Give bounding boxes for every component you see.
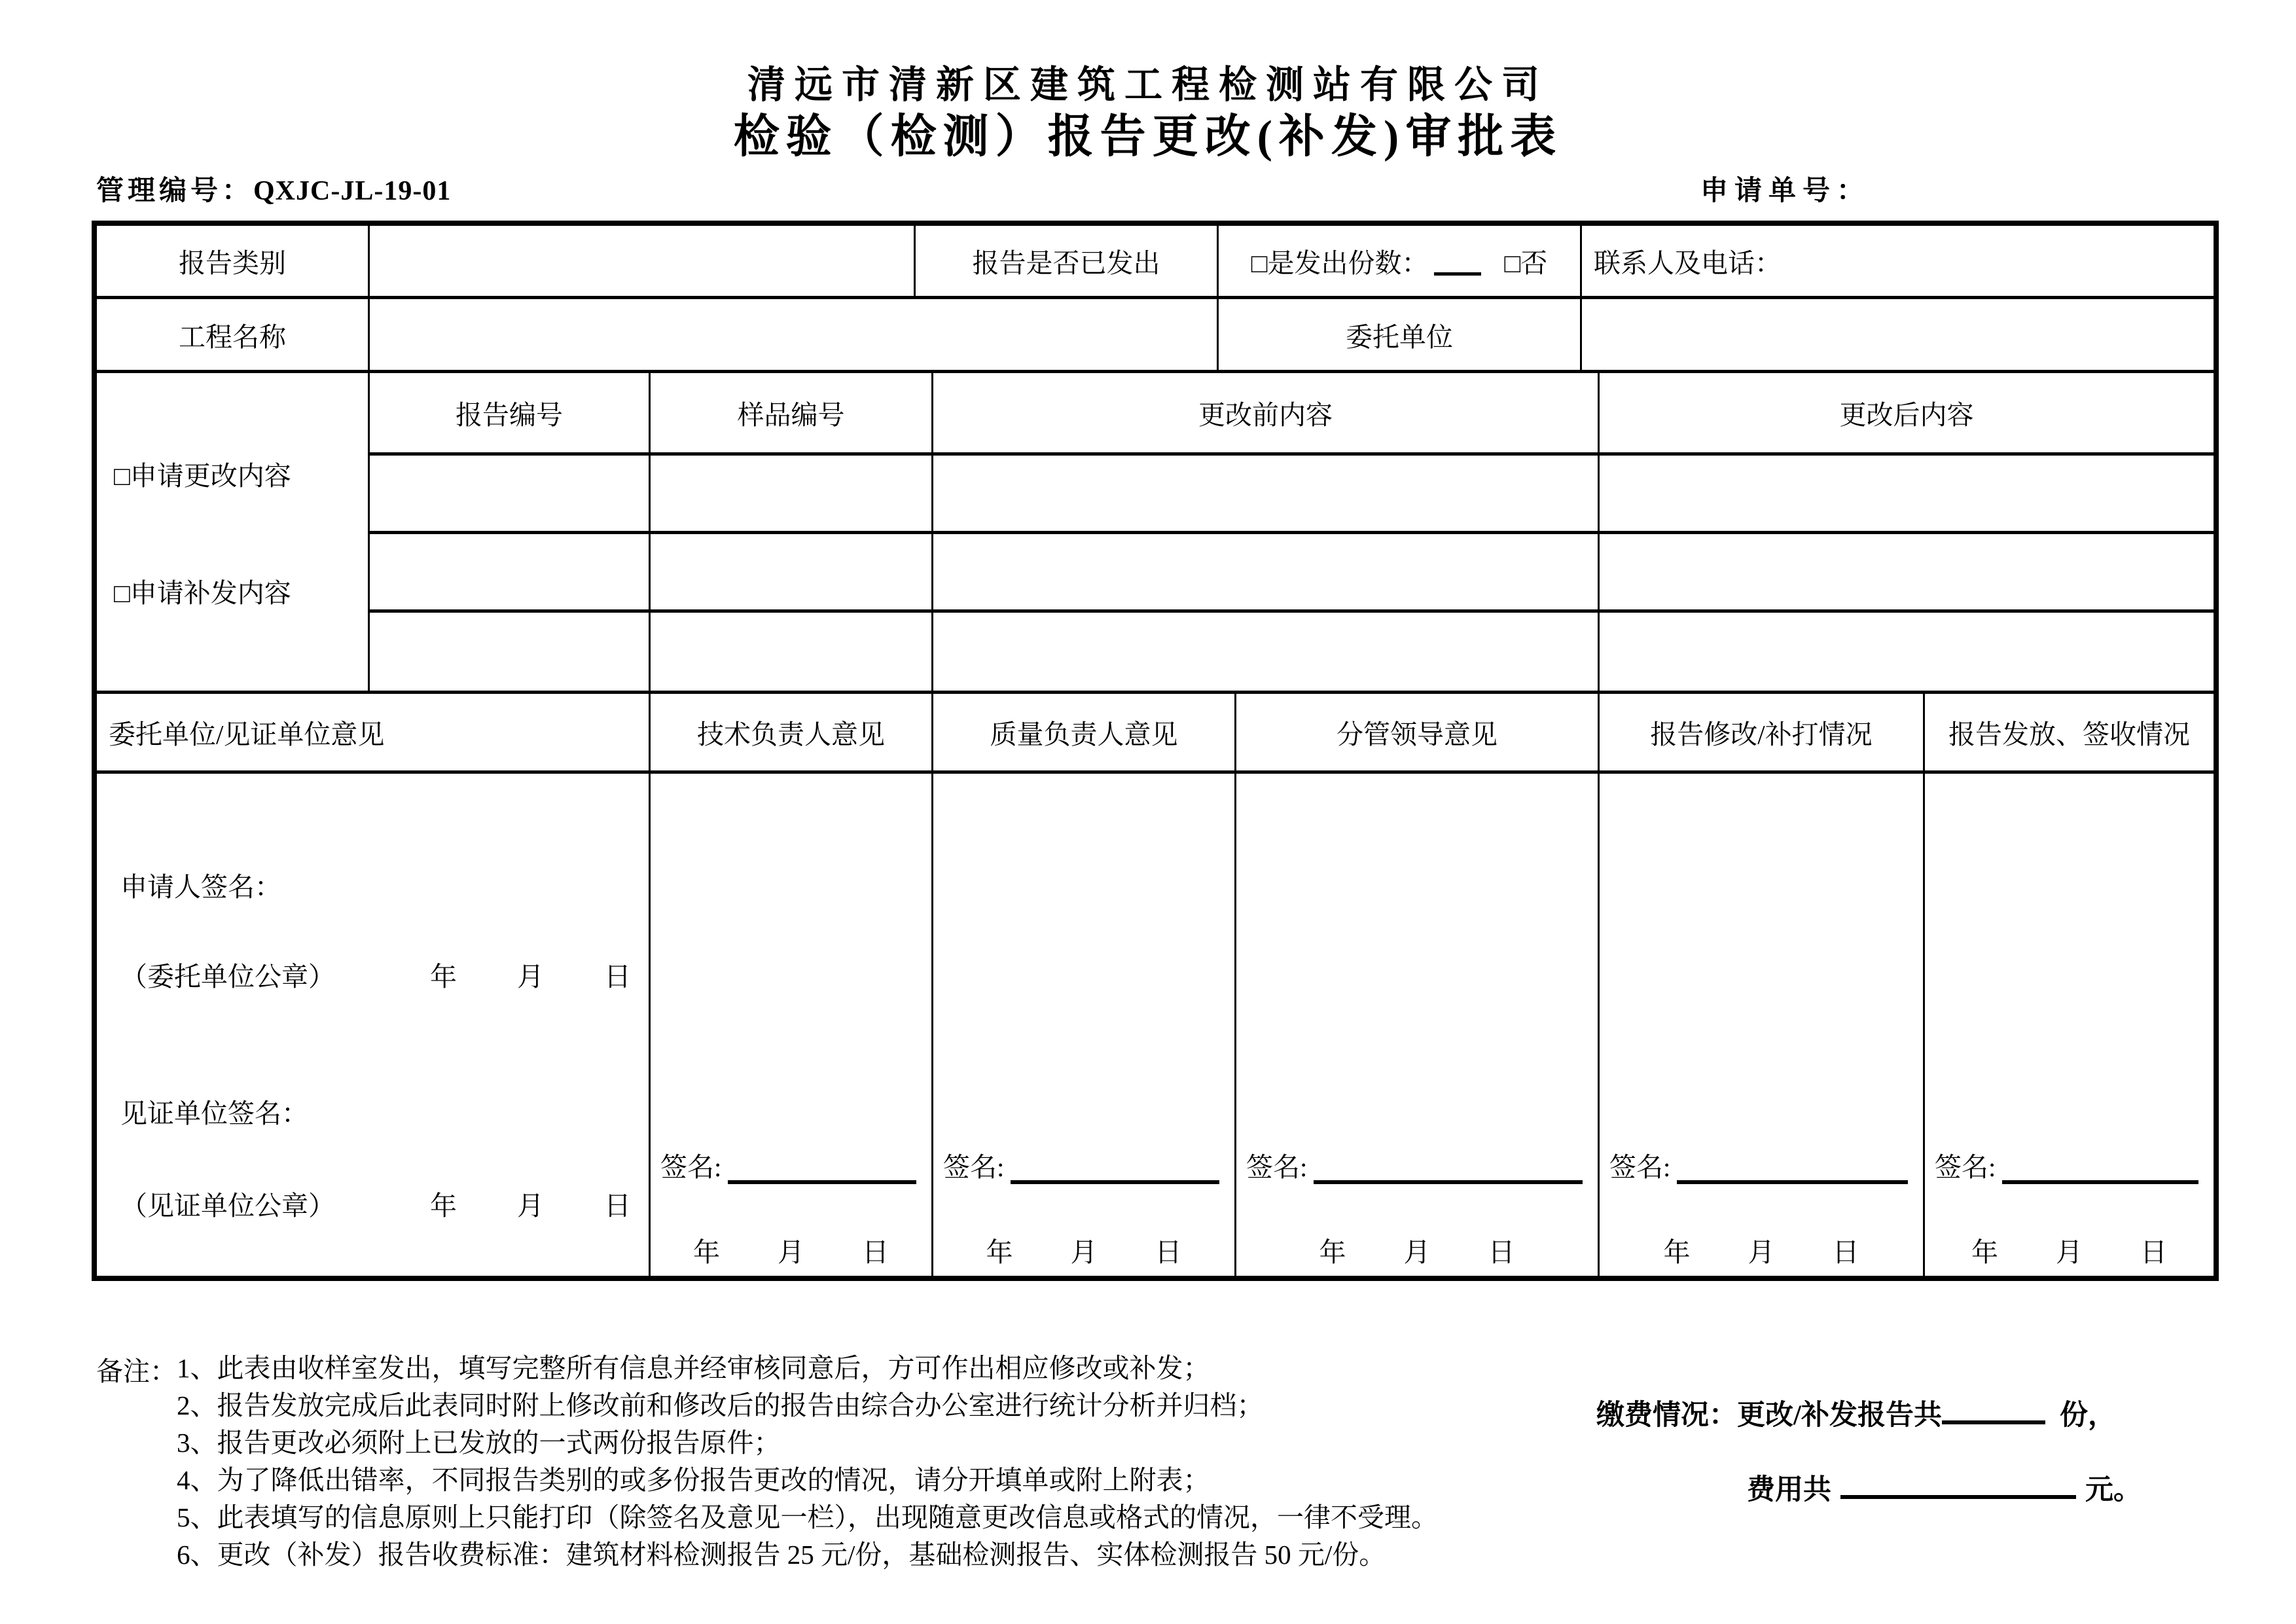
day-label: 日 — [2140, 1237, 2167, 1267]
month-label: 月 — [517, 962, 544, 992]
notes-label: 备注： — [96, 1356, 177, 1386]
signature-line — [1246, 1146, 1588, 1184]
content-after-cell[interactable] — [1600, 534, 2214, 609]
witness-seal-line — [120, 1184, 631, 1223]
client-witness-opinion-header: 委托单位/见证单位意见 — [97, 694, 651, 770]
date-line — [651, 1231, 931, 1269]
note-item-6: 6、更改（补发）报告收费标准：建筑材料检测报告 25 元/份，基础检测报告、实体检测报告 50 元/份。 — [177, 1540, 1386, 1570]
notes-section — [96, 1350, 1615, 1574]
sign-label: 签名: — [1246, 1152, 1308, 1182]
year-label: 年 — [430, 962, 457, 992]
signature-fill-line[interactable] — [1677, 1153, 1908, 1184]
report-issued-options-cell — [1219, 226, 1582, 296]
sign-label: 签名: — [660, 1152, 722, 1182]
report-category-value-cell[interactable] — [370, 226, 916, 296]
management-number-label: 管理编号： — [96, 176, 254, 206]
month-label: 月 — [2056, 1237, 2083, 1267]
report-number-header: 报告编号 — [370, 373, 651, 452]
payment-copies-suffix: 份， — [2059, 1400, 2116, 1431]
signature-fill-line[interactable] — [2002, 1153, 2198, 1184]
client-witness-signature-cell[interactable] — [97, 774, 651, 1276]
technical-lead-opinion-header: 技术负责人意见 — [651, 694, 933, 770]
signature-line — [660, 1146, 922, 1184]
payment-fee-label: 费用共 — [1747, 1475, 1831, 1506]
change-section-grid — [370, 373, 2214, 691]
month-label: 月 — [1070, 1237, 1098, 1267]
signature-row — [97, 774, 2214, 1276]
content-after-cell[interactable] — [1600, 613, 2214, 691]
report-modify-reprint-header: 报告修改/补打情况 — [1600, 694, 1925, 770]
meta-row — [0, 169, 2296, 206]
row-project-name — [97, 299, 2214, 373]
content-after-cell[interactable] — [1600, 456, 2214, 531]
sample-number-cell[interactable] — [651, 534, 933, 609]
report-modify-signature-cell[interactable] — [1600, 774, 1925, 1276]
change-section-type-cell — [97, 373, 370, 691]
day-label: 日 — [604, 1191, 631, 1221]
date-line — [933, 1231, 1234, 1269]
change-header-row — [370, 373, 2214, 456]
opinion-header-row — [97, 694, 2214, 774]
content-after-header: 更改后内容 — [1839, 400, 1974, 430]
report-category-label: 报告类别 — [97, 226, 370, 296]
date-line — [1925, 1231, 2214, 1269]
note-item-4: 4、为了降低出错率，不同报告类别的或多份报告更改的情况，请分开填单或附上附表； — [177, 1465, 1210, 1495]
month-label: 月 — [517, 1191, 544, 1221]
technical-lead-signature-cell[interactable] — [651, 774, 933, 1276]
quality-lead-opinion-header: 质量负责人意见 — [933, 694, 1236, 770]
sign-label: 签名: — [1609, 1152, 1671, 1182]
day-label: 日 — [1832, 1237, 1859, 1267]
year-label: 年 — [986, 1237, 1013, 1267]
company-title: 清远市清新区建筑工程检测站有限公司 — [747, 63, 1549, 106]
signature-fill-line[interactable] — [728, 1153, 916, 1184]
day-label: 日 — [1488, 1237, 1515, 1267]
sample-number-cell[interactable] — [651, 613, 933, 691]
application-number-label: 申请单号： — [1700, 176, 1871, 206]
year-label: 年 — [1319, 1237, 1346, 1267]
signature-fill-line[interactable] — [1011, 1153, 1219, 1184]
note-item-2: 2、报告发放完成后此表同时附上修改前和修改后的报告由综合办公室进行统计分析并归档； — [177, 1390, 1264, 1420]
content-before-cell[interactable] — [933, 534, 1600, 609]
report-issued-label: 报告是否已发出 — [916, 226, 1219, 296]
report-issue-signature-cell[interactable] — [1925, 774, 2214, 1276]
change-data-row — [370, 534, 2214, 613]
payment-fee-suffix: 元。 — [2085, 1475, 2142, 1506]
change-data-row — [370, 456, 2214, 534]
sample-number-header: 样品编号 — [651, 373, 933, 452]
contact-label: 联系人及电话： — [1594, 248, 1782, 278]
client-value-cell[interactable] — [1582, 299, 2214, 370]
quality-lead-signature-cell[interactable] — [933, 774, 1236, 1276]
management-number — [96, 169, 451, 208]
payment-status-line — [1596, 1393, 2116, 1433]
content-before-cell[interactable] — [933, 456, 1600, 531]
year-label: 年 — [693, 1237, 720, 1267]
signature-line — [943, 1146, 1225, 1184]
project-name-label: 工程名称 — [97, 299, 370, 370]
day-label: 日 — [1155, 1237, 1182, 1267]
apply-change-checkbox[interactable]: □申请更改内容 — [114, 460, 291, 491]
month-label: 月 — [778, 1237, 804, 1267]
approval-table — [92, 221, 2219, 1281]
day-label: 日 — [604, 962, 631, 992]
report-number-cell[interactable] — [370, 456, 651, 531]
payment-status-label: 缴费情况： — [1596, 1400, 1737, 1431]
client-label: 委托单位 — [1219, 299, 1582, 370]
client-seal-label: （委托单位公章） — [120, 962, 335, 992]
issued-yes-checkbox[interactable]: □是 — [1251, 248, 1295, 278]
year-label: 年 — [1663, 1237, 1691, 1267]
signature-line — [1935, 1146, 2204, 1184]
notes-list — [177, 1350, 1615, 1574]
management-number-value: QXJC-JL-19-01 — [253, 176, 452, 206]
day-label: 日 — [862, 1237, 889, 1267]
year-label: 年 — [430, 1191, 457, 1221]
supervising-leader-opinion-header: 分管领导意见 — [1236, 694, 1600, 770]
note-item-5: 5、此表填写的信息原则上只能打印（除签名及意见一栏），出现随意更改信息或格式的情况，一律不受理。 — [177, 1502, 1438, 1532]
month-label: 月 — [1748, 1237, 1775, 1267]
issued-copies-label: 发出份数： — [1294, 248, 1429, 278]
contact-cell[interactable] — [1582, 226, 2214, 296]
payment-copies-fill-line[interactable] — [1942, 1394, 2045, 1424]
content-before-header: 更改前内容 — [933, 373, 1600, 452]
payment-fee-line — [1747, 1468, 2142, 1507]
apply-reissue-checkbox[interactable]: □申请补发内容 — [114, 577, 291, 608]
row-report-category — [97, 226, 2214, 299]
note-item-3: 3、报告更改必须附上已发放的一式两份报告原件； — [177, 1428, 781, 1458]
issued-copies-fill-line[interactable] — [1434, 247, 1481, 276]
project-name-value-cell[interactable] — [370, 299, 1219, 370]
change-data-row — [370, 613, 2214, 691]
form-title: 检验（检测）报告更改(补发)审批表 — [733, 112, 1563, 162]
content-before-cell[interactable] — [933, 613, 1600, 691]
report-number-cell[interactable] — [370, 534, 651, 609]
month-label: 月 — [1403, 1237, 1431, 1267]
date-line — [1236, 1231, 1598, 1269]
client-seal-line — [120, 955, 631, 994]
payment-fee-fill-line[interactable] — [1840, 1469, 2076, 1499]
witness-sign-label: 见证单位签名： — [120, 1098, 308, 1128]
supervising-leader-signature-cell[interactable] — [1236, 774, 1600, 1276]
payment-copies-label: 更改/补发报告共 — [1737, 1400, 1942, 1431]
change-section — [97, 373, 2214, 694]
date-line — [1600, 1231, 1923, 1269]
report-issue-receipt-header: 报告发放、签收情况 — [1948, 719, 2190, 749]
note-item-1: 1、此表由收样室发出，填写完整所有信息并经审核同意后，方可作出相应修改或补发； — [177, 1353, 1210, 1383]
signature-fill-line[interactable] — [1314, 1153, 1583, 1184]
year-label: 年 — [1971, 1237, 1998, 1267]
sign-label: 签名: — [943, 1152, 1005, 1182]
witness-seal-label: （见证单位公章） — [120, 1191, 335, 1221]
issued-no-checkbox[interactable]: □否 — [1504, 248, 1548, 278]
applicant-sign-label: 申请人签名： — [120, 872, 281, 902]
signature-line — [1609, 1146, 1913, 1184]
report-number-cell[interactable] — [370, 613, 651, 691]
sign-label: 签名: — [1935, 1152, 1996, 1182]
sample-number-cell[interactable] — [651, 456, 933, 531]
